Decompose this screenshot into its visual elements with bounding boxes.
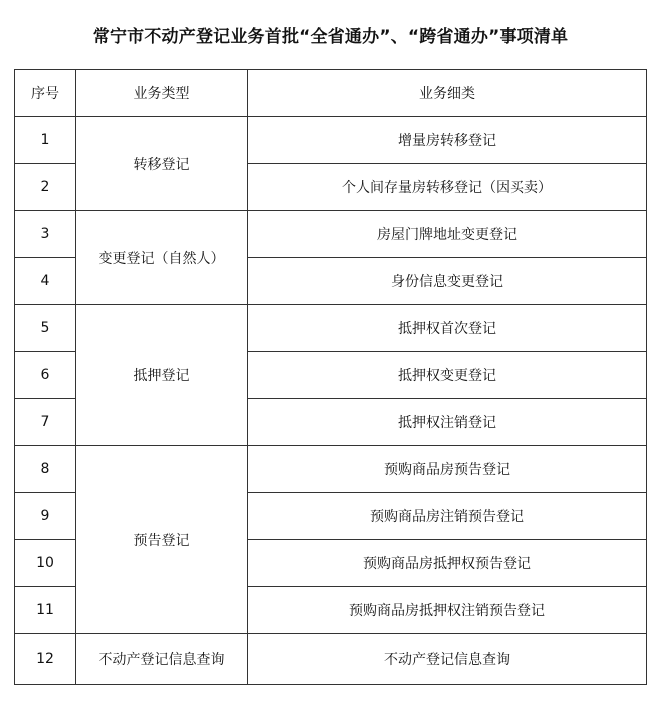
table-row xyxy=(15,634,647,685)
business-subtype-cell: 预购商品房抵押权预告登记 xyxy=(248,540,647,587)
header-seq: 序号 xyxy=(15,70,76,117)
business-subtype-cell: 个人间存量房转移登记（因买卖） xyxy=(248,164,647,211)
business-subtype-cell: 增量房转移登记 xyxy=(248,117,647,164)
row-seq: 5 xyxy=(15,305,76,352)
business-subtype-cell: 身份信息变更登记 xyxy=(248,258,647,305)
row-seq: 1 xyxy=(15,117,76,164)
row-seq: 7 xyxy=(15,399,76,446)
row-seq: 10 xyxy=(15,540,76,587)
table-row xyxy=(15,211,647,258)
business-subtype-cell: 抵押权变更登记 xyxy=(248,352,647,399)
business-subtype-cell: 预购商品房预告登记 xyxy=(248,446,647,493)
header-business-subtype: 业务细类 xyxy=(248,70,647,117)
business-subtype-cell: 抵押权首次登记 xyxy=(248,305,647,352)
business-subtype-cell: 预购商品房抵押权注销预告登记 xyxy=(248,587,647,634)
business-subtype-cell: 预购商品房注销预告登记 xyxy=(248,493,647,540)
row-seq: 12 xyxy=(15,634,76,685)
business-type-cell: 转移登记 xyxy=(76,117,248,211)
row-seq: 2 xyxy=(15,164,76,211)
header-business-type: 业务类型 xyxy=(76,70,248,117)
business-subtype-cell: 抵押权注销登记 xyxy=(248,399,647,446)
table-header-row xyxy=(15,70,647,117)
row-seq: 4 xyxy=(15,258,76,305)
row-seq: 9 xyxy=(15,493,76,540)
business-type-cell: 预告登记 xyxy=(76,446,248,634)
table-row xyxy=(15,446,647,493)
business-subtype-cell: 不动产登记信息查询 xyxy=(248,634,647,685)
business-type-cell: 变更登记（自然人） xyxy=(76,211,248,305)
row-seq: 3 xyxy=(15,211,76,258)
business-type-cell: 不动产登记信息查询 xyxy=(76,634,248,685)
row-seq: 6 xyxy=(15,352,76,399)
table-row xyxy=(15,305,647,352)
page-title: 常宁市不动产登记业务首批“全省通办”、“跨省通办”事项清单 xyxy=(92,27,569,47)
business-type-cell: 抵押登记 xyxy=(76,305,248,446)
row-seq: 8 xyxy=(15,446,76,493)
table-row xyxy=(15,117,647,164)
row-seq: 11 xyxy=(15,587,76,634)
items-table xyxy=(14,69,647,685)
business-subtype-cell: 房屋门牌地址变更登记 xyxy=(248,211,647,258)
